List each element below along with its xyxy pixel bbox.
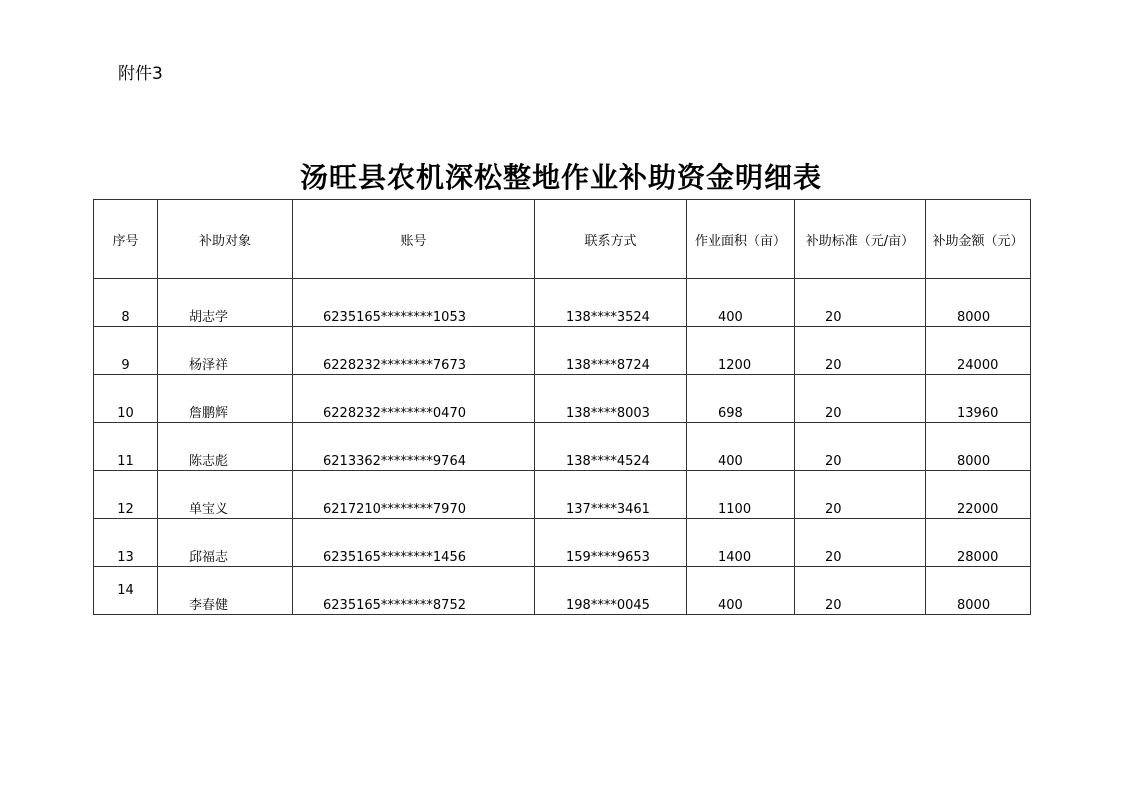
cell-amount: 22000 [926, 471, 1031, 519]
cell-standard: 20 [795, 471, 926, 519]
header-name: 补助对象 [158, 200, 293, 279]
cell-standard: 20 [795, 375, 926, 423]
table-row [94, 327, 1031, 375]
cell-account: 6235165********8752 [293, 567, 535, 615]
cell-seq: 12 [94, 471, 158, 519]
cell-phone: 138****8724 [535, 327, 687, 375]
header-seq: 序号 [94, 200, 158, 279]
cell-phone: 138****4524 [535, 423, 687, 471]
header-phone: 联系方式 [535, 200, 687, 279]
cell-standard: 20 [795, 519, 926, 567]
cell-area: 1100 [687, 471, 795, 519]
cell-standard: 20 [795, 327, 926, 375]
cell-name: 邱福志 [158, 519, 293, 567]
cell-seq: 9 [94, 327, 158, 375]
cell-name: 杨泽祥 [158, 327, 293, 375]
cell-amount: 13960 [926, 375, 1031, 423]
cell-name: 李春健 [158, 567, 293, 615]
table-row [94, 279, 1031, 327]
cell-seq: 14 [94, 567, 158, 615]
cell-amount: 24000 [926, 327, 1031, 375]
cell-area: 400 [687, 279, 795, 327]
table-row [94, 519, 1031, 567]
cell-area: 400 [687, 567, 795, 615]
cell-seq: 8 [94, 279, 158, 327]
cell-account: 6228232********7673 [293, 327, 535, 375]
document-title: 汤旺县农机深松整地作业补助资金明细表 [299, 161, 822, 194]
cell-amount: 28000 [926, 519, 1031, 567]
cell-seq: 13 [94, 519, 158, 567]
cell-phone: 138****3524 [535, 279, 687, 327]
table-row [94, 567, 1031, 615]
header-amount: 补助金额（元） [926, 200, 1031, 279]
cell-amount: 8000 [926, 279, 1031, 327]
table-row [94, 471, 1031, 519]
cell-area: 698 [687, 375, 795, 423]
cell-amount: 8000 [926, 567, 1031, 615]
subsidy-table [93, 199, 1031, 615]
cell-area: 400 [687, 423, 795, 471]
cell-seq: 10 [94, 375, 158, 423]
header-area: 作业面积（亩） [687, 200, 795, 279]
attachment-label: 附件3 [118, 64, 163, 84]
cell-standard: 20 [795, 423, 926, 471]
cell-area: 1200 [687, 327, 795, 375]
cell-phone: 138****8003 [535, 375, 687, 423]
cell-account: 6213362********9764 [293, 423, 535, 471]
cell-standard: 20 [795, 279, 926, 327]
cell-seq: 11 [94, 423, 158, 471]
cell-account: 6228232********0470 [293, 375, 535, 423]
cell-account: 6235165********1053 [293, 279, 535, 327]
header-standard: 补助标准（元/亩） [795, 200, 926, 279]
cell-name: 单宝义 [158, 471, 293, 519]
table-header-row [94, 200, 1031, 279]
cell-name: 詹鹏辉 [158, 375, 293, 423]
table-row [94, 375, 1031, 423]
table-row [94, 423, 1031, 471]
cell-phone: 198****0045 [535, 567, 687, 615]
cell-account: 6235165********1456 [293, 519, 535, 567]
cell-phone: 137****3461 [535, 471, 687, 519]
cell-name: 陈志彪 [158, 423, 293, 471]
cell-account: 6217210********7970 [293, 471, 535, 519]
header-account: 账号 [293, 200, 535, 279]
cell-standard: 20 [795, 567, 926, 615]
cell-name: 胡志学 [158, 279, 293, 327]
cell-amount: 8000 [926, 423, 1031, 471]
cell-area: 1400 [687, 519, 795, 567]
cell-phone: 159****9653 [535, 519, 687, 567]
